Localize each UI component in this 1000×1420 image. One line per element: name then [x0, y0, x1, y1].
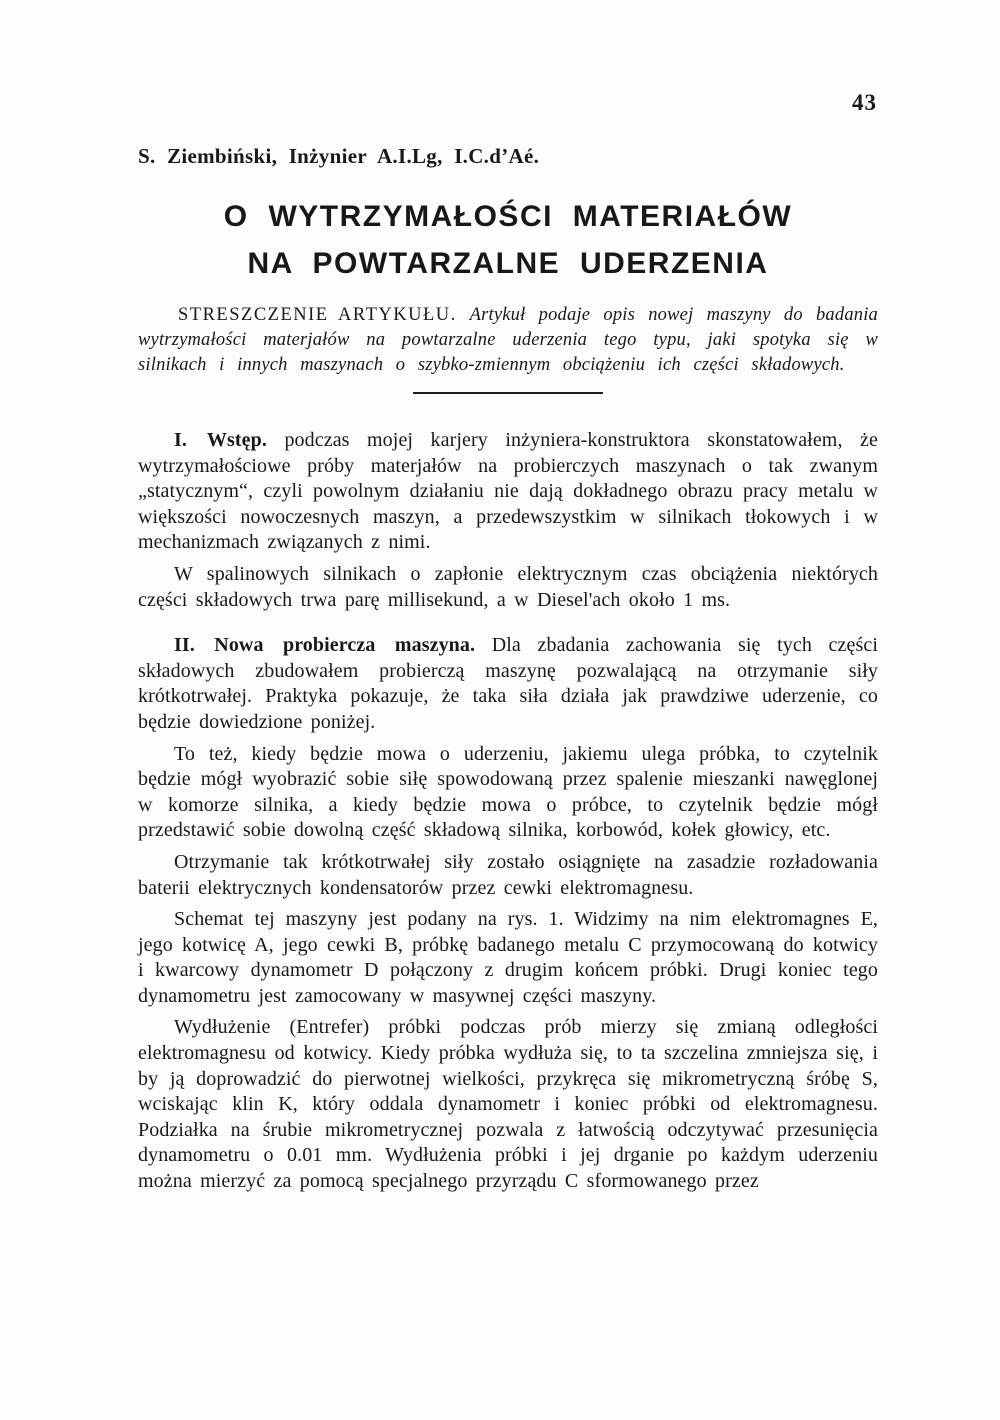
paragraph-text: Otrzymanie tak krótkotrwałej siły zostało osiągnięte na zasadzie rozładowania baterii elektrycznych kondensatorów przez cewki elektromagnesu. [138, 850, 878, 899]
article-body [138, 428, 878, 1195]
paragraph-section-2 [138, 633, 878, 735]
paragraph-text: Dla zbadania zachowania się tych części składowych zbudowałem probierczą maszynę pozwalającą na otrzymanie siły krótkotrwałej. Praktyka pokazuje, że taka siła działa jak prawdziwe uderzenie, co będzie dowiedzione poniżej. [138, 634, 878, 733]
paragraph-text: To też, kiedy będzie mowa o uderzeniu, jakiemu ulega próbka, to czytelnik będzie mógł wyobrazić sobie siłę spowodowaną przez spalenie mieszanki nawęglonej w komorze silnika, a kiedy będzie mowa o próbce, to czytelnik będzie mógł przedstawić sobie dowolną część składową silnika, korbowód, kołek głowicy, etc. [138, 742, 878, 842]
paragraph-intro [138, 428, 878, 556]
abstract-label: STRESZCZENIE ARTYKUŁU. [178, 305, 457, 325]
section-heading-wstep: I. Wstęp. [174, 429, 267, 451]
article-content [138, 144, 878, 1201]
article-title-line2: NA POWTARZALNE UDERZENIA [247, 247, 769, 280]
paragraph [138, 850, 878, 901]
paragraph [138, 907, 878, 1009]
author-line: S. Ziembiński, Inżynier A.I.Lg, I.C.d’Aé. [138, 144, 540, 168]
article-title-line1: O WYTRZYMAŁOŚCI MATERIAŁÓW [223, 200, 793, 233]
paragraph [138, 742, 878, 844]
page-number: 43 [852, 90, 877, 115]
paragraph-text: W spalinowych silnikach o zapłonie elektrycznym czas obciążenia niektórych części składowych trwa parę millisekund, a w Diesel'ach około 1 ms. [138, 562, 878, 611]
paragraph [138, 1015, 878, 1194]
paragraph-text: Wydłużenie (Entrefer) próbki podczas prób mierzy się zmianą odległości elektromagnesu od kotwicy. Kiedy próbka wydłuża się, to ta szczelina zmniejsza się, i by ją doprowadzić do pierwotnej wielkości, przykręca się mikrometryczną śróbę S, wciskając klin K, który oddala dynamometr i koniec próbki od elektromagnesu. Podziałka na śrubie mikrometrycznej pozwala z łatwością odczytywać przesunięcia dynamometru o 0.01 mm. Wydłużenia próbki i jej drganie po każdym uderzeniu można mierzyć za pomocą specjalnego przyrządu C sformowanego przez [138, 1016, 878, 1193]
paragraph-text: Schemat tej maszyny jest podany na rys. 1. Widzimy na nim elektromagnes E, jego kotwicę A, jego cewki B, próbkę badanego metalu C przymocowaną do kotwicy i kwarcowy dynamometr D połączony z drugim końcem próbki. Drugi koniec tego dynamometru jest zamocowany w masywnej części maszyny. [138, 908, 878, 1007]
abstract [138, 303, 878, 378]
section-divider [413, 392, 603, 394]
paragraph [138, 562, 878, 613]
article-title [138, 193, 878, 287]
section-heading-nowa-maszyna: II. Nowa probiercza maszyna. [174, 634, 476, 657]
abstract-text: Artykuł podaje opis nowej maszyny do badania wytrzymałości materjałów na powtarzalne uderzenia tego typu, jaki spotyka się w silnikach i innych maszynach o szybko-zmiennym obciążeniu ich części składowych. [138, 305, 879, 375]
paragraph-text: podczas mojej karjery inżyniera-konstruktora skonstatowałem, że wytrzymałościowe próby materjałów na probierczych maszynach o tak zwanym „statycznym“, czyli powolnym działaniu nie dają dokładnego obrazu pracy metalu w większości nowoczesnych maszyn, a przedewszystkim w silnikach tłokowych i w mechanizmach związanych z nimi. [138, 429, 879, 554]
